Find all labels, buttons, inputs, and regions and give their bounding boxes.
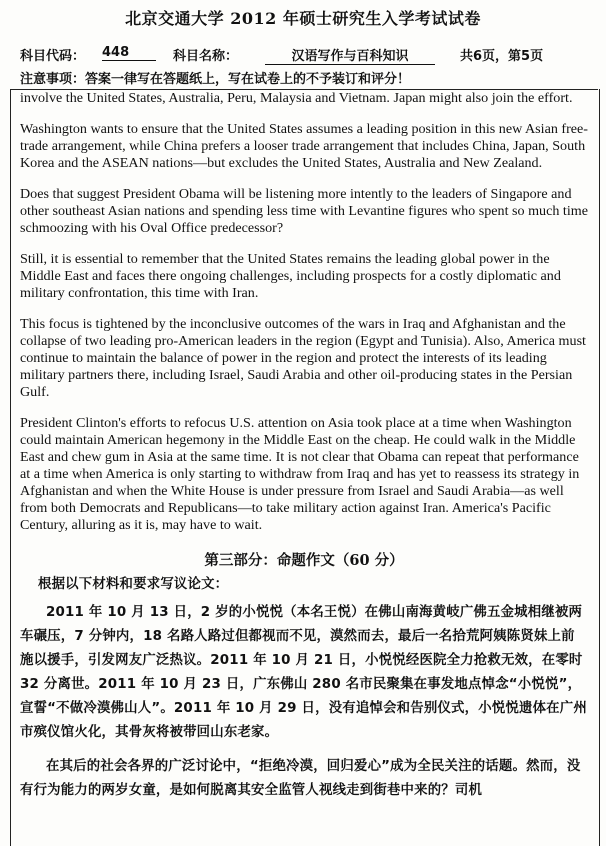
passage-paragraph: This focus is tightened by the inconclusive outcomes of the wars in Iraq and Afghanistan and the collapse of two leading pro-American leaders in the region (Egypt and Tunisia). Also, America must continue to maintain the balance of power in the region and protect the interests of its leading military partners there, including Israel, Saudi Arabia and other oil-producing states in the Persian Gulf. — [20, 316, 586, 400]
section-heading: 第三部分：命题作文（60 分） — [204, 552, 404, 569]
passage-paragraph: Still, it is essential to remember that the United States remains the leading global power in the Middle East and faces there ongoing challenges, including prospects for a costly diplomatic and military confrontation, this time with Iran. — [20, 251, 561, 301]
passage-paragraph: involve the United States, Australia, Peru, Malaysia and Vietnam. Japan might also join the effort. — [20, 90, 573, 106]
essay-material-paragraph: 2011 年 10 月 13 日，2 岁的小悦悦（本名王悦）在佛山南海黄岐广佛五金城相继被两车碾压，7 分钟内，18 名路人路过但都视而不见，漠然而去，最后一名拾荒阿姨陈贤妹上前施以援手，引发网友广泛热议。2011 年 10 月 21 日，小悦悦经医院全力抢救无效，在零时 32 分离世。2011 年 10 月 23 日，广东佛山 280 名市民聚集在事发地点悼念“小悦悦”，宣誓“不做冷漠佛山人”。2011 年 10 月 29 日，没有追悼会和告别仪式，小悦悦遗体在广州市殡仪馆火化，其骨灰将被带回山东老家。 — [20, 605, 587, 740]
exam-title: 北京交通大学 2012 年硕士研究生入学考试试卷 — [125, 9, 481, 28]
notice: 注意事项：答案一律写在答题纸上，写在试卷上的不予装订和评分！ — [20, 72, 411, 87]
subject-code-label: 科目代码： — [20, 49, 86, 64]
page-count: 共6页，第5页 — [460, 49, 544, 64]
essay-instruction: 根据以下材料和要求写议论文： — [38, 577, 229, 592]
passage-paragraph: Does that suggest President Obama will be listening more intently to the leaders of Singapore and other southeast Asian nations and spending less time with Levantine figures who spent so much time schmoozing with his Oval Office predecessor? — [20, 186, 588, 236]
subject-name: 汉语写作与百科知识 — [265, 45, 435, 65]
subject-code: 448 — [102, 45, 156, 61]
exam-body — [20, 90, 588, 813]
passage-paragraph: Washington wants to ensure that the United States assumes a leading position in this new Asian free-trade arrangement, while China prefers a looser trade arrangement that includes China, Japan, South Korea and the ASEAN nations—but excludes the United States, Australia and New Zealand. — [20, 121, 588, 171]
essay-material-paragraph: 在其后的社会各界的广泛讨论中，“拒绝冷漠，回归爱心”成为全民关注的话题。然而，没有行为能力的两岁女童，是如何脱离其安全监管人视线走到街巷中来的？司机 — [20, 759, 581, 798]
passage-paragraph: President Clinton's efforts to refocus U.S. attention on Asia took place at a time when Washington could maintain American hegemony in the Middle East on the cheap. He could walk in the Middle East and chew gum in Asia at the same time. It is not clear that Obama can repeat that performance at a time when America is only starting to withdraw from Iraq and has yet to reassess its strategy in Afghanistan and when the White House is under pressure from Israel and Saudi Arabia—as well from both Democrats and Republicans—to take military action against Iran. America's Pacific Century, alluring as it is, may have to wait. — [20, 415, 580, 533]
subject-name-label: 科目名称： — [173, 49, 239, 64]
